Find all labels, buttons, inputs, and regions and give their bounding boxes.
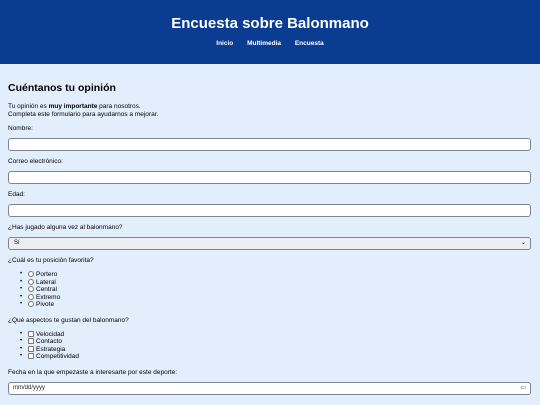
- nav-inicio[interactable]: Inicio: [216, 40, 234, 47]
- checkbox[interactable]: [28, 331, 34, 337]
- radio-button[interactable]: [28, 301, 34, 307]
- aspect-option[interactable]: [20, 346, 532, 354]
- aspect-option[interactable]: [20, 353, 532, 361]
- intro-text-bold: muy importante: [48, 103, 98, 110]
- position-option[interactable]: [20, 301, 532, 309]
- position-option-label: Portero: [36, 271, 58, 278]
- position-option-label: Central: [36, 286, 57, 293]
- position-option-label: Extremo: [36, 293, 61, 301]
- calendar-icon[interactable]: ▭: [520, 384, 526, 391]
- aspect-option-label: Contacto: [36, 338, 63, 345]
- position-option-label: Pivote: [36, 301, 55, 308]
- nav-multimedia[interactable]: Multimedia: [247, 40, 282, 47]
- position-option[interactable]: [20, 279, 532, 287]
- position-option[interactable]: [20, 271, 532, 279]
- form-intro: [8, 103, 532, 119]
- position-label: ¿Cuál es tu posición favorita?: [8, 257, 94, 264]
- aspect-option[interactable]: [20, 338, 532, 346]
- nav-encuesta[interactable]: Encuesta: [294, 40, 324, 47]
- intro-text-post: para nosotros.: [97, 103, 141, 110]
- played-select-value: Sí: [14, 240, 20, 246]
- aspect-options: [8, 331, 532, 361]
- date-input[interactable]: [8, 382, 531, 395]
- position-option[interactable]: [20, 286, 532, 294]
- chevron-down-icon: ⌄: [520, 240, 526, 246]
- name-input[interactable]: [8, 138, 531, 151]
- date-placeholder: mm/dd/yyyy: [13, 384, 46, 391]
- main-nav: [0, 40, 540, 47]
- position-options: [8, 271, 532, 309]
- age-label: Edad:: [8, 191, 25, 198]
- radio-button[interactable]: [28, 286, 34, 292]
- radio-button[interactable]: [28, 279, 34, 285]
- site-header: [0, 0, 540, 64]
- email-input[interactable]: [8, 171, 531, 184]
- email-label: Correo electrónico:: [8, 158, 63, 165]
- aspect-option-label: Estrategia: [36, 345, 66, 353]
- position-option[interactable]: [20, 294, 532, 302]
- radio-button[interactable]: [28, 294, 34, 300]
- aspect-option-label: Velocidad: [36, 330, 65, 338]
- played-select[interactable]: [8, 237, 531, 250]
- name-label: Nombre:: [8, 125, 33, 132]
- position-option-label: Lateral: [36, 278, 56, 286]
- intro-text-pre: Tu opinión es: [8, 103, 49, 110]
- aspects-label: ¿Qué aspectos te gustan del balonmano?: [8, 316, 129, 324]
- aspect-option[interactable]: [20, 331, 532, 339]
- intro-text-line2: Completa este formulario para ayudarnos a mejorar.: [8, 111, 159, 118]
- radio-button[interactable]: [28, 271, 34, 277]
- form-heading: Cuéntanos tu opinión: [8, 82, 116, 94]
- survey-form: [0, 82, 540, 395]
- played-label: ¿Has jugado alguna vez al balonmano?: [8, 224, 123, 231]
- checkbox[interactable]: [28, 338, 34, 344]
- aspect-option-label: Competitividad: [36, 353, 79, 360]
- site-title: Encuesta sobre Balonmano: [171, 15, 369, 32]
- checkbox[interactable]: [28, 353, 34, 359]
- date-label: Fecha en la que empezaste a interesarte por este deporte:: [8, 368, 178, 376]
- age-input[interactable]: [8, 204, 531, 217]
- checkbox[interactable]: [28, 346, 34, 352]
